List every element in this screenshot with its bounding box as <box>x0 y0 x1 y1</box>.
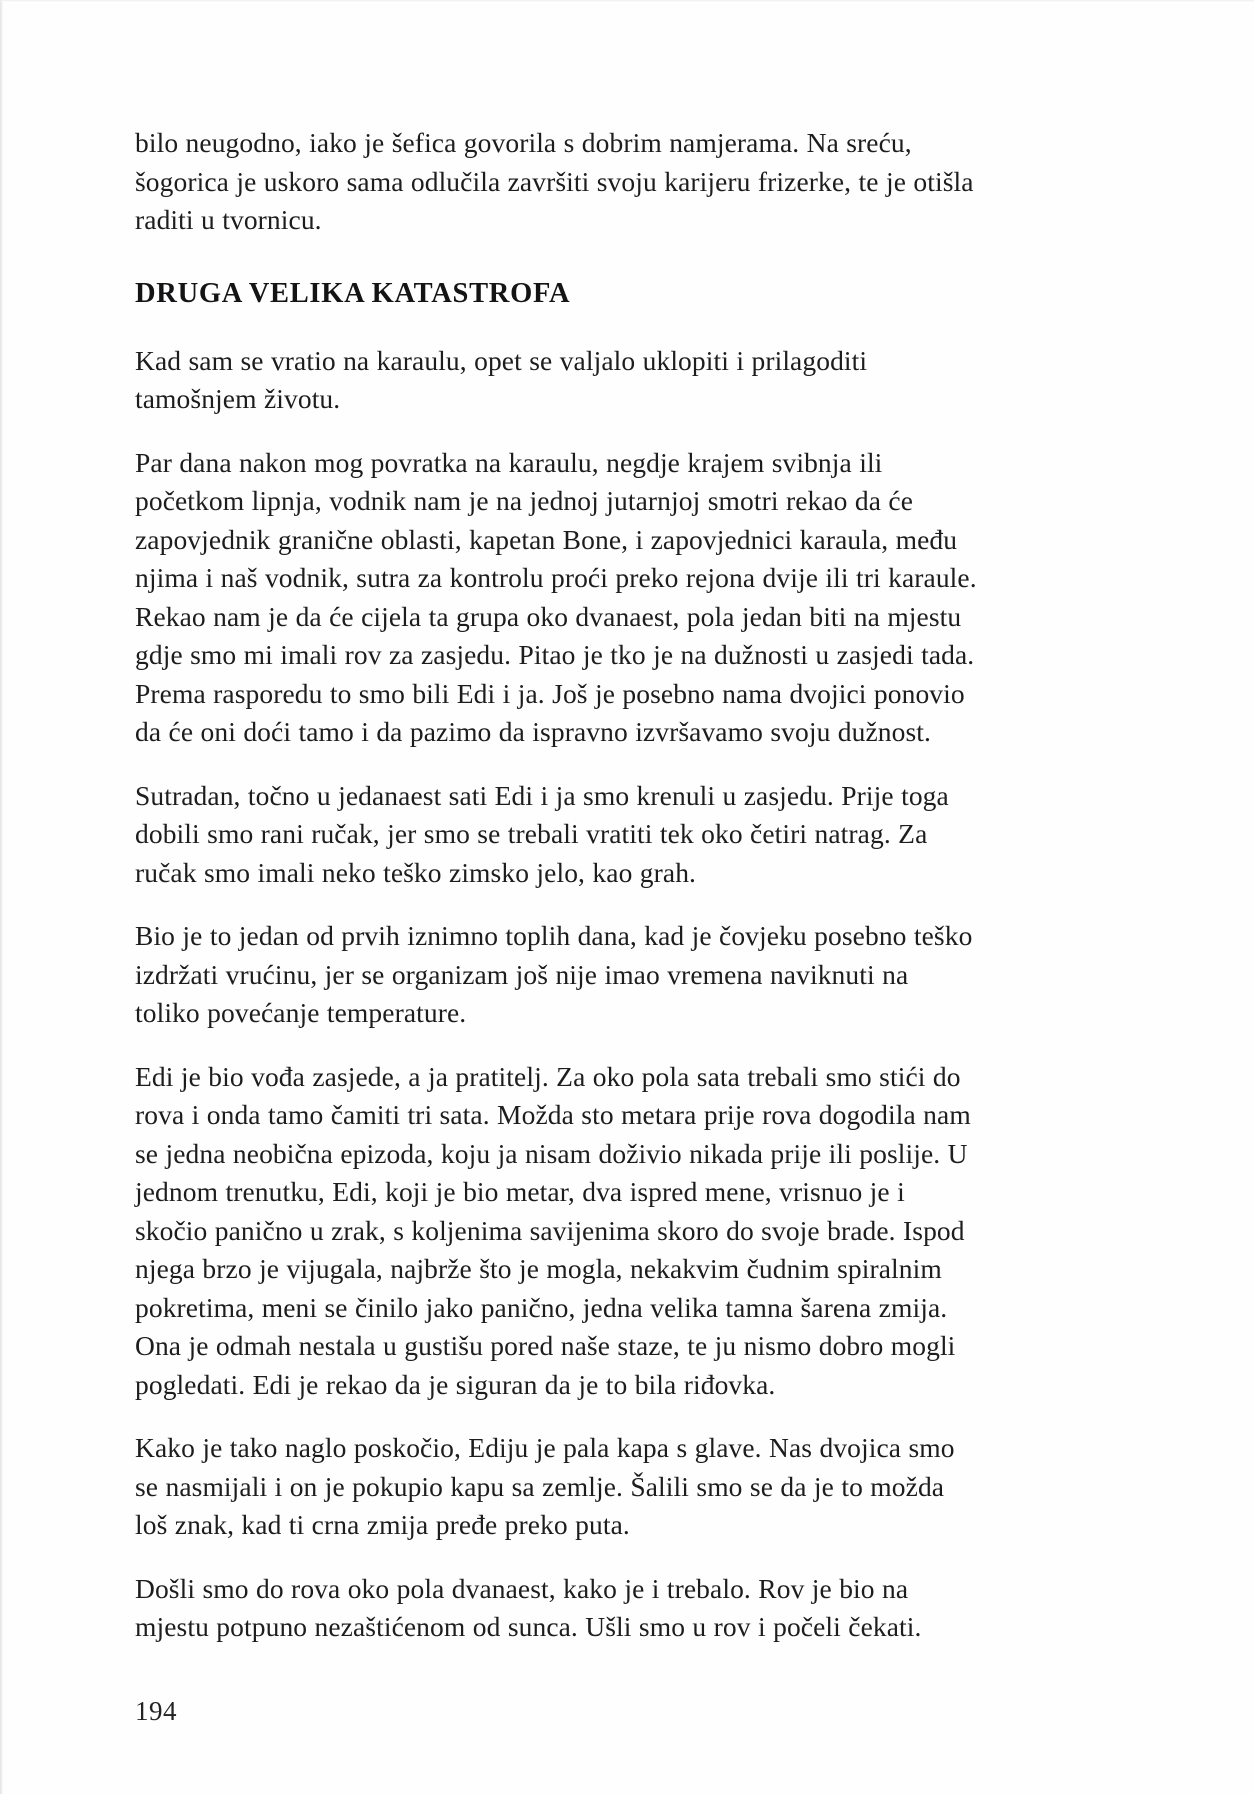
paragraph-8: Došli smo do rova oko pola dvanaest, kako je i trebalo. Rov je bio na mjestu potpuno nezaštićenom od sunca. Ušli smo u rov i počeli čekati. <box>135 1572 922 1642</box>
paragraph-6: Edi je bio vođa zasjede, a ja pratitelj. Za oko pola sata trebali smo stići do rova i onda tamo čamiti tri sata. Možda sto metara prije rova dogodila nam se jedna neobična epizoda, koju ja nisam doživio nikada prije ili poslije. U jednom trenutku, Edi, koji je bio metar, dva ispred mene, vrisnuo je i skočio panično u zrak, s koljenima savijenima skoro do svoje brade. Ispod njega brzo je vijugala, najbrže što je mogla, nekakvim čudnim spiralnim pokretima, meni se činilo jako panično, jedna velika tamna šarena zmija. Ona je odmah nestala u gustišu pored naše staze, te ju nismo dobro mogli pogledati. Edi je rekao da je siguran da je to bila riđovka. <box>135 1060 971 1400</box>
paragraph-2: Kad sam se vratio na karaulu, opet se valjalo uklopiti i prilagoditi tamošnjem životu. <box>135 344 868 414</box>
scan-edge-left <box>0 0 3 1794</box>
paragraph-5: Bio je to jedan od prvih iznimno toplih dana, kad je čovjeku posebno teško izdržati vrućinu, jer se organizam još nije imao vremena naviknuti na toliko povećanje temperature. <box>135 920 973 1028</box>
section-heading: DRUGA VELIKA KATASTROFA <box>135 277 571 309</box>
paragraph-3: Par dana nakon mog povratka na karaulu, negdje krajem svibnja ili početkom lipnja, vodnik nam je na jednoj jutarnjoj smotri rekao da će zapovjednik granične oblasti, kapetan Bone, i zapovjednici karaula, među njima i naš vodnik, sutra za kontrolu proći preko rejona dvije ili tri karaule. Rekao nam je da će cijela ta grupa oko dvanaest, pola jedan biti na mjestu gdje smo mi imali rov za zasjedu. Pitao je tko je na dužnosti u zasjedi tada. Prema rasporedu to smo bili Edi i ja. Još je posebno nama dvojici ponovio da će oni doći tamo i da pazimo da ispravno izvršavamo svoju dužnost. <box>135 446 977 747</box>
text-column <box>135 124 980 1647</box>
scan-edge-top <box>0 0 1254 2</box>
page-number: 194 <box>135 1696 177 1726</box>
paragraph-4: Sutradan, točno u jedanaest sati Edi i ja smo krenuli u zasjedu. Prije toga dobili smo rani ručak, jer smo se trebali vratiti tek oko četiri natrag. Za ručak smo imali neko teško zimsko jelo, kao grah. <box>135 779 949 888</box>
paragraph-7: Kako je tako naglo poskočio, Ediju je pala kapa s glave. Nas dvojica smo se nasmijali i on je pokupio kapu sa zemlje. Šalili smo se da je to možda loš znak, kad ti crna zmija pređe preko puta. <box>135 1432 955 1540</box>
paragraph-continuation: bilo neugodno, iako je šefica govorila s dobrim namjerama. Na sreću, šogorica je uskoro sama odlučila završiti svoju karijeru frizerke, te je otišla raditi u tvornicu. <box>135 127 974 235</box>
